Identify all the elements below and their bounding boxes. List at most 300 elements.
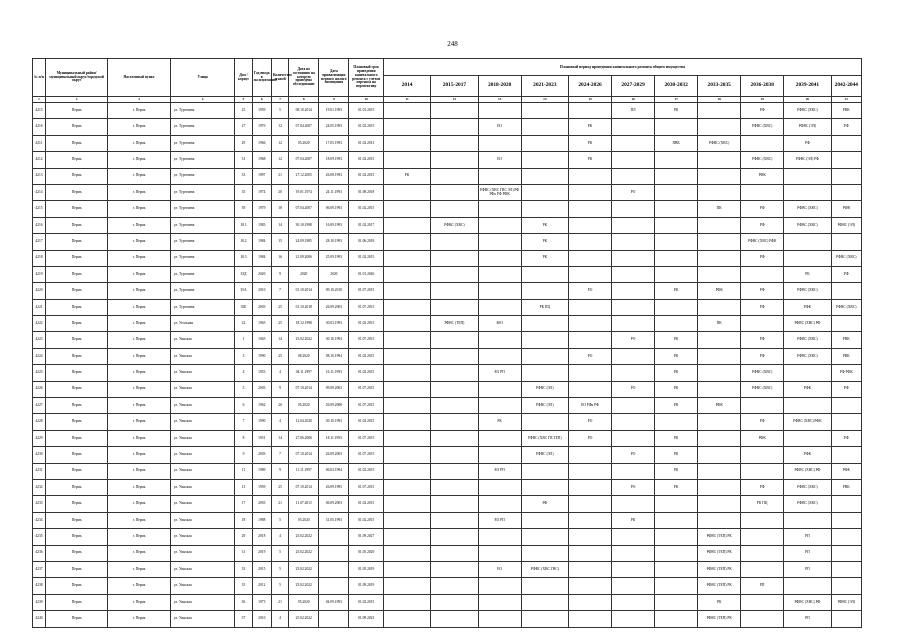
page-number: 248: [447, 40, 458, 48]
cell-built-year: 2020: [252, 266, 271, 282]
cell-floors: 5: [271, 512, 288, 528]
cell-locality: г. Пермь: [108, 365, 170, 381]
cell-built-year: 2019: [252, 545, 271, 561]
cell-street: ул. Уинская: [170, 348, 235, 364]
table-row: [33, 496, 862, 512]
header-year: 2033-2035: [698, 76, 741, 97]
cell-street: ул. Тургенева: [170, 184, 235, 200]
cell-period-works: [698, 430, 741, 446]
cell-street: ул. Тургенева: [170, 119, 235, 135]
cell-street: ул. Уинская: [170, 611, 235, 627]
cell-period-works: РП: [741, 578, 784, 594]
column-index: 19: [741, 97, 784, 103]
cell-period-works: [569, 479, 612, 495]
cell-period-works: [431, 119, 478, 135]
cell-number: 4227: [33, 398, 46, 414]
cell-planned-deadline: 01.07.2015: [349, 430, 383, 446]
table-row: [33, 365, 862, 381]
cell-period-works: ЕО: [478, 152, 521, 168]
cell-period-works: [569, 266, 612, 282]
cell-period-works: [698, 217, 741, 233]
cell-period-works: РК: [478, 414, 521, 430]
cell-period-works: РК: [655, 381, 698, 397]
cell-privatization-date: 16.11.1993: [319, 365, 349, 381]
header-house: Дом / корпус: [235, 59, 252, 97]
cell-period-works: [612, 529, 655, 545]
cell-period-works: РФВ: [831, 201, 861, 217]
cell-privatization-date: 19.01.1993: [319, 103, 349, 119]
cell-number: 4221: [33, 299, 46, 315]
cell-street: ул. Уинская: [170, 430, 235, 446]
cell-locality: г. Пермь: [108, 381, 170, 397]
cell-floors: 12: [271, 135, 288, 151]
column-index: 11: [383, 97, 430, 103]
cell-locality: г. Пермь: [108, 217, 170, 233]
cell-period-works: [612, 299, 655, 315]
cell-locality: г. Пермь: [108, 283, 170, 299]
cell-survey-date: 12.04.2020: [289, 414, 319, 430]
cell-period-works: [569, 184, 612, 200]
cell-period-works: [831, 561, 861, 577]
cell-street: ул. Уинская: [170, 512, 235, 528]
cell-municipality: Пермь: [45, 348, 107, 364]
cell-municipality: Пермь: [45, 365, 107, 381]
cell-period-works: [698, 348, 741, 364]
cell-period-works: [741, 594, 784, 610]
cell-period-works: [431, 184, 478, 200]
cell-built-year: 1962: [252, 398, 271, 414]
cell-period-works: [655, 414, 698, 430]
cell-period-works: РК: [655, 398, 698, 414]
cell-street: ул. Тургенева: [170, 299, 235, 315]
cell-municipality: Пермь: [45, 152, 107, 168]
cell-period-works: [612, 250, 655, 266]
cell-period-works: [383, 266, 430, 282]
cell-floors: 18: [271, 201, 288, 217]
cell-period-works: РВК: [831, 479, 861, 495]
cell-built-year: 2010: [252, 611, 271, 627]
cell-period-works: [569, 447, 612, 463]
cell-floors: 21: [271, 168, 288, 184]
cell-built-year: 1990: [252, 348, 271, 364]
cell-survey-date: 25.02.2022: [289, 611, 319, 627]
cell-period-works: РФВС (ЭЛ): [831, 217, 861, 233]
cell-planned-deadline: 01.07.2015: [349, 398, 383, 414]
column-index: 14: [521, 97, 568, 103]
cell-street: ул. Уинская: [170, 447, 235, 463]
cell-floors: 26: [271, 398, 288, 414]
cell-floors: 7: [271, 283, 288, 299]
cell-period-works: [431, 135, 478, 151]
cell-period-works: [478, 250, 521, 266]
cell-period-works: РФВС (ХВС): [741, 119, 784, 135]
column-index: 4: [170, 97, 235, 103]
cell-municipality: Пермь: [45, 250, 107, 266]
cell-period-works: [569, 529, 612, 545]
cell-built-year: 1951: [252, 430, 271, 446]
cell-number: 4216: [33, 119, 46, 135]
cell-number: 4220: [33, 283, 46, 299]
cell-period-works: РФВС (ХВС): [784, 496, 831, 512]
cell-period-works: [784, 512, 831, 528]
cell-period-works: ПК: [698, 201, 741, 217]
cell-period-works: [831, 447, 861, 463]
cell-period-works: [521, 512, 568, 528]
cell-period-works: РК ПЦ: [741, 496, 784, 512]
cell-period-works: [569, 381, 612, 397]
cell-period-works: [478, 217, 521, 233]
cell-period-works: [569, 234, 612, 250]
cell-house: 27: [235, 119, 252, 135]
cell-period-works: РВК: [831, 348, 861, 364]
cell-period-works: РФВС (ЭЛ): [784, 119, 831, 135]
cell-floors: 25: [271, 316, 288, 332]
header-floors: Количество этажей: [271, 59, 288, 97]
cell-period-works: [478, 381, 521, 397]
cell-period-works: [831, 184, 861, 200]
cell-period-works: РФВС (ЭЛ): [521, 381, 568, 397]
cell-number: 4217: [33, 234, 46, 250]
cell-privatization-date: 06.09.2003: [319, 496, 349, 512]
cell-street: ул. Уинская: [170, 479, 235, 495]
cell-period-works: [521, 463, 568, 479]
cell-house: 4: [235, 365, 252, 381]
cell-street: ул. Тургенева: [170, 135, 235, 151]
cell-period-works: [655, 250, 698, 266]
cell-number: 4223: [33, 332, 46, 348]
header-plan-period: Плановый период проведения капитального ремонта общего имущества: [383, 59, 861, 76]
cell-built-year: 1984: [252, 250, 271, 266]
cell-period-works: ПЛ: [612, 103, 655, 119]
cell-house: 22: [235, 316, 252, 332]
cell-period-works: [698, 168, 741, 184]
cell-floors: 5: [271, 103, 288, 119]
cell-period-works: [383, 529, 430, 545]
cell-period-works: [698, 381, 741, 397]
cell-locality: г. Пермь: [108, 578, 170, 594]
cell-privatization-date: 17.05.1993: [319, 135, 349, 151]
cell-built-year: 1968: [252, 152, 271, 168]
cell-period-works: РФ: [741, 479, 784, 495]
cell-period-works: [569, 103, 612, 119]
cell-period-works: [478, 348, 521, 364]
cell-period-works: [478, 332, 521, 348]
cell-period-works: ЕО: [478, 561, 521, 577]
cell-period-works: [478, 447, 521, 463]
cell-number: 4214: [33, 184, 46, 200]
cell-period-works: РФ: [741, 348, 784, 364]
cell-street: ул. Уинская: [170, 414, 235, 430]
cell-period-works: [383, 594, 430, 610]
cell-period-works: [431, 283, 478, 299]
cell-built-year: 1966: [252, 135, 271, 151]
cell-floors: 20: [271, 184, 288, 200]
cell-planned-deadline: 01.02.2015: [349, 316, 383, 332]
cell-period-works: ЕО РФк РФ: [569, 398, 612, 414]
header-year: 2021-2023: [521, 76, 568, 97]
cell-period-works: РФ: [831, 430, 861, 446]
cell-period-works: [655, 316, 698, 332]
cell-period-works: РФК: [784, 381, 831, 397]
cell-floors: 25: [271, 348, 288, 364]
cell-planned-deadline: 01.02.2015: [349, 168, 383, 184]
cell-period-works: [431, 561, 478, 577]
cell-period-works: [431, 250, 478, 266]
table-row: [33, 119, 862, 135]
header-municipality: Муниципальный район/муниципальный округ/городской округ: [45, 59, 107, 97]
cell-survey-date: 2020: [289, 266, 319, 282]
cell-locality: г. Пермь: [108, 512, 170, 528]
cell-period-works: [478, 283, 521, 299]
cell-locality: г. Пермь: [108, 234, 170, 250]
cell-period-works: [831, 283, 861, 299]
cell-street: ул. Уинская: [170, 496, 235, 512]
cell-period-works: [612, 217, 655, 233]
cell-period-works: [741, 463, 784, 479]
cell-street: ул. Тургенева: [170, 250, 235, 266]
cell-number: 4225: [33, 365, 46, 381]
table-row: [33, 152, 862, 168]
cell-period-works: РК: [784, 266, 831, 282]
cell-period-works: [478, 398, 521, 414]
cell-floors: 4: [271, 529, 288, 545]
cell-period-works: [831, 152, 861, 168]
cell-privatization-date: [319, 611, 349, 627]
column-index: 1: [33, 97, 46, 103]
cell-period-works: [521, 479, 568, 495]
cell-period-works: [383, 512, 430, 528]
cell-period-works: [831, 578, 861, 594]
cell-period-works: [831, 611, 861, 627]
cell-street: ул. Тургенева: [170, 217, 235, 233]
cell-period-works: [698, 447, 741, 463]
cell-municipality: Пермь: [45, 234, 107, 250]
cell-municipality: Пермь: [45, 398, 107, 414]
cell-floors: 5: [271, 561, 288, 577]
cell-period-works: [741, 398, 784, 414]
cell-house: 17: [235, 496, 252, 512]
cell-planned-deadline: 01.09.2019: [349, 578, 383, 594]
cell-period-works: РФВС (ЭЛ): [831, 594, 861, 610]
cell-survey-date: 21.09.2006: [289, 250, 319, 266]
cell-survey-date: 25.02.2022: [289, 561, 319, 577]
cell-built-year: 2015: [252, 561, 271, 577]
cell-period-works: [831, 496, 861, 512]
cell-period-works: РФВС (ТЕП) РК: [698, 529, 741, 545]
cell-built-year: 1973: [252, 594, 271, 610]
cell-period-works: [784, 250, 831, 266]
cell-house: 11: [235, 463, 252, 479]
table-row: [33, 184, 862, 200]
cell-period-works: [698, 365, 741, 381]
cell-house: 8: [235, 430, 252, 446]
table-row: [33, 529, 862, 545]
cell-built-year: 2003: [252, 447, 271, 463]
cell-floors: 14: [271, 332, 288, 348]
cell-period-works: [383, 414, 430, 430]
cell-survey-date: 05.2020: [289, 594, 319, 610]
cell-municipality: Пермь: [45, 316, 107, 332]
cell-period-works: [431, 103, 478, 119]
cell-period-works: РФК: [741, 430, 784, 446]
cell-survey-date: 07.10.2014: [289, 479, 319, 495]
cell-built-year: 2003: [252, 496, 271, 512]
cell-number: 4233: [33, 496, 46, 512]
cell-period-works: [655, 201, 698, 217]
cell-period-works: РФ: [741, 332, 784, 348]
cell-period-works: [383, 201, 430, 217]
cell-period-works: РФК: [784, 299, 831, 315]
column-index: 5: [235, 97, 252, 103]
cell-period-works: РК: [655, 348, 698, 364]
cell-street: ул. Тургенева: [170, 168, 235, 184]
cell-period-works: РФВС (ТЕП) РК: [698, 578, 741, 594]
table-row: [33, 430, 862, 446]
cell-period-works: [383, 365, 430, 381]
cell-survey-date: 25.02.2022: [289, 545, 319, 561]
table-row: [33, 283, 862, 299]
table-row: [33, 561, 862, 577]
cell-period-works: [569, 365, 612, 381]
cell-privatization-date: 06.09.1993: [319, 201, 349, 217]
cell-period-works: РВК: [831, 103, 861, 119]
cell-period-works: [521, 135, 568, 151]
cell-period-works: [521, 529, 568, 545]
cell-survey-date: 30.10.1998: [289, 217, 319, 233]
cell-house: 7: [235, 414, 252, 430]
cell-privatization-date: 2020: [319, 266, 349, 282]
cell-period-works: [831, 316, 861, 332]
cell-planned-deadline: 01.07.2015: [349, 479, 383, 495]
table-row: [33, 348, 862, 364]
cell-period-works: РФК: [784, 447, 831, 463]
cell-period-works: РФВС (ХВС): [784, 283, 831, 299]
cell-planned-deadline: 01.02.2015: [349, 512, 383, 528]
cell-planned-deadline: 01.07.2015: [349, 283, 383, 299]
table-row: [33, 545, 862, 561]
cell-house: 29: [235, 529, 252, 545]
cell-period-works: РК: [698, 594, 741, 610]
cell-street: ул. Тургенева: [170, 103, 235, 119]
cell-period-works: [431, 578, 478, 594]
column-index: 16: [612, 97, 655, 103]
column-index: 3: [108, 97, 170, 103]
cell-planned-deadline: 01.02.2015: [349, 348, 383, 364]
cell-period-works: [612, 611, 655, 627]
cell-period-works: [612, 266, 655, 282]
column-index: 13: [478, 97, 521, 103]
cell-period-works: [741, 545, 784, 561]
header-privatization: Дата приватизации первого жилого помещения: [319, 59, 349, 97]
cell-period-works: [831, 234, 861, 250]
cell-period-works: [784, 168, 831, 184]
table-row: [33, 479, 862, 495]
cell-number: 4219: [33, 266, 46, 282]
cell-period-works: РФК: [831, 463, 861, 479]
cell-privatization-date: 08.10.1994: [319, 348, 349, 364]
cell-number: 4215: [33, 201, 46, 217]
cell-planned-deadline: 01.07.2015: [349, 332, 383, 348]
header-year: 2024-2026: [569, 76, 612, 97]
cell-municipality: Пермь: [45, 594, 107, 610]
cell-period-works: [521, 594, 568, 610]
cell-period-works: [478, 234, 521, 250]
cell-privatization-date: 24.11.1993: [319, 184, 349, 200]
cell-period-works: [383, 234, 430, 250]
cell-municipality: Пермь: [45, 184, 107, 200]
cell-period-works: [784, 398, 831, 414]
cell-period-works: [431, 234, 478, 250]
cell-period-works: [383, 496, 430, 512]
cell-period-works: РФВС (ЭЛ) РФ: [784, 152, 831, 168]
cell-period-works: [655, 266, 698, 282]
cell-floors: 7: [271, 447, 288, 463]
cell-period-works: [521, 168, 568, 184]
cell-planned-deadline: 01.02.2015: [349, 365, 383, 381]
cell-survey-date: 19.01.1974: [289, 184, 319, 200]
cell-floors: 14: [271, 430, 288, 446]
header-num: № п/п: [33, 59, 46, 97]
cell-period-works: [521, 578, 568, 594]
cell-locality: г. Пермь: [108, 594, 170, 610]
cell-period-works: [741, 316, 784, 332]
cell-period-works: [569, 561, 612, 577]
cell-planned-deadline: 01.02.2015: [349, 414, 383, 430]
cell-period-works: [612, 234, 655, 250]
cell-planned-deadline: 01.02.2013: [349, 135, 383, 151]
cell-period-works: [431, 611, 478, 627]
cell-period-works: [698, 299, 741, 315]
cell-period-works: [383, 152, 430, 168]
cell-period-works: РФ: [831, 119, 861, 135]
cell-built-year: 1953: [252, 365, 271, 381]
cell-period-works: РФВС (ХВС): [831, 299, 861, 315]
cell-period-works: РФ: [784, 135, 831, 151]
cell-period-works: РФ: [741, 201, 784, 217]
cell-period-works: [612, 594, 655, 610]
cell-period-works: [383, 479, 430, 495]
cell-planned-deadline: 01.02.2015: [349, 463, 383, 479]
cell-period-works: [569, 496, 612, 512]
cell-period-works: [431, 430, 478, 446]
cell-period-works: РО: [612, 332, 655, 348]
cell-survey-date: 08.10.2014: [289, 103, 319, 119]
cell-privatization-date: 26.09.2003: [319, 447, 349, 463]
cell-period-works: [784, 430, 831, 446]
cell-planned-deadline: 01.02.2015: [349, 496, 383, 512]
cell-street: ул. Тургенева: [170, 234, 235, 250]
cell-period-works: [431, 381, 478, 397]
cell-period-works: РФВС (ХВС): [784, 348, 831, 364]
cell-built-year: 1990: [252, 414, 271, 430]
table-row: [33, 168, 862, 184]
cell-period-works: [569, 316, 612, 332]
cell-number: 4211: [33, 135, 46, 151]
cell-planned-deadline: 01.02.2015: [349, 594, 383, 610]
cell-period-works: [831, 135, 861, 151]
cell-number: 4218: [33, 250, 46, 266]
cell-survey-date: 25.02.2022: [289, 529, 319, 545]
cell-built-year: 1959: [252, 103, 271, 119]
cell-number: 4222: [33, 316, 46, 332]
cell-street: ул. Тургенева: [170, 152, 235, 168]
cell-period-works: [521, 414, 568, 430]
cell-period-works: [698, 152, 741, 168]
cell-period-works: [698, 250, 741, 266]
table-row: [33, 234, 862, 250]
cell-number: 4213: [33, 168, 46, 184]
cell-period-works: [741, 184, 784, 200]
